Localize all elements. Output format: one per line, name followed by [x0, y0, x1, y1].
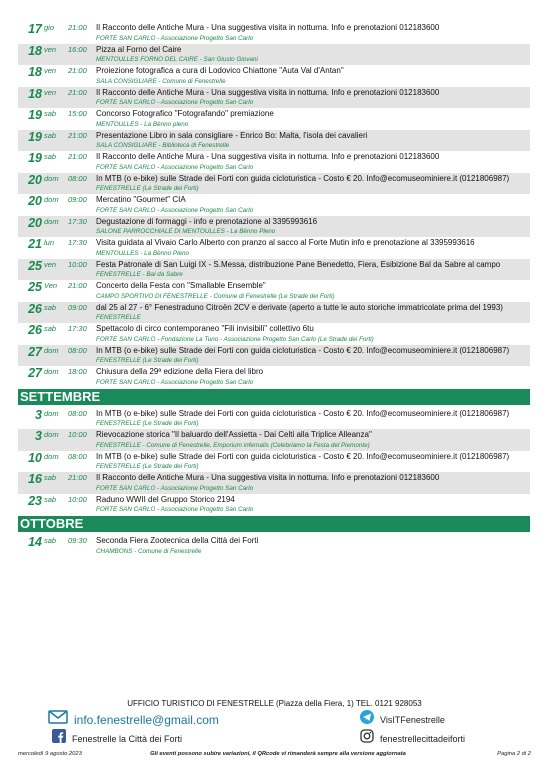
event-row	[18, 280, 530, 302]
event-day: 14	[28, 535, 42, 549]
event-weekday: sab	[44, 536, 57, 545]
event-time: 15:00	[68, 109, 87, 118]
event-title: Raduno WWII del Gruppo Storico 2194	[96, 494, 235, 504]
event-location: SALONE PARROCCHIALE DI MENTOULLES - La Bënno Pleno	[96, 228, 276, 235]
event-day: 19	[28, 108, 42, 122]
event-row	[18, 494, 530, 516]
event-time: 21:00	[68, 23, 87, 32]
event-row	[18, 194, 530, 216]
event-weekday: gio	[44, 23, 55, 32]
event-location: MENTOULLES - La Bënno pleno	[96, 120, 189, 128]
event-day: 18	[28, 43, 42, 58]
event-day: 17	[28, 22, 42, 36]
event-time: 21:00	[68, 130, 87, 140]
event-time: 08:00	[68, 173, 87, 183]
event-weekday: ven	[44, 259, 57, 269]
event-weekday: sab	[44, 152, 57, 161]
event-location: FORTE SAN CARLO - Associazione Progetto San Carlo	[96, 34, 254, 42]
facebook-page[interactable]: Fenestrelle la Città dei Forti	[72, 733, 183, 744]
event-row	[18, 429, 530, 451]
event-day: 20	[28, 172, 42, 187]
event-weekday: sab	[44, 473, 57, 482]
event-title: Rievocazione storica "Il baluardo dell'Assietta - Dai Celti alla Triplice Alleanza"	[96, 430, 372, 439]
event-row	[18, 216, 530, 238]
tourist-office-info: UFFICIO TURISTICO DI FENESTRELLE (Piazza della Fiera, 1) TEL. 0121 928053	[127, 699, 422, 708]
update-notice: Gli eventi possono subire variazioni, il QRcode vi rimanderà sempre alla versione aggiornata	[150, 751, 406, 757]
event-location: FENESTRELLE	[96, 314, 141, 321]
event-location: FORTE SAN CARLO - Associazione Progetto San Carlo	[96, 206, 254, 214]
event-row	[18, 22, 530, 44]
event-time: 17:30	[68, 216, 87, 226]
event-location: SALA CONSIGLIARE - Biblioteca di Fenestrelle	[96, 142, 230, 149]
event-weekday: sab	[44, 324, 57, 333]
event-row	[18, 345, 530, 367]
facebook-contact[interactable]	[52, 729, 182, 748]
event-time: 21:00	[68, 152, 87, 161]
event-row	[18, 472, 530, 494]
event-day: 26	[28, 301, 42, 316]
event-title: Chiusura della 29ª edizione della Fiera del libro	[96, 367, 264, 376]
event-time: 08:00	[68, 345, 87, 355]
event-time: 10:00	[68, 430, 87, 439]
event-title: Concerto della Festa con "Smallable Ensemble"	[96, 281, 266, 290]
event-row	[18, 408, 530, 430]
event-location: MENTOULLES - La Bënno Pleno	[96, 249, 189, 257]
event-time: 21:00	[68, 281, 87, 290]
event-time: 10:00	[68, 494, 87, 504]
instagram-handle[interactable]: fenestrellecittadeiforti	[380, 733, 466, 744]
event-row	[18, 87, 530, 109]
event-day: 27	[28, 366, 42, 380]
event-location: FENESTRELLE (Le Strade dei Forti)	[96, 357, 199, 364]
instagram-contact[interactable]	[360, 729, 465, 748]
email-address[interactable]: info.fenestrelle@gmail.com	[74, 712, 219, 727]
event-row	[18, 535, 530, 557]
event-time: 17:30	[68, 238, 87, 247]
event-title: Degustazione di formaggi - info e prenotazione al 3395993616	[96, 216, 318, 226]
facebook-icon	[52, 729, 66, 748]
event-day: 19	[28, 151, 42, 165]
event-day: 10	[28, 450, 42, 465]
event-title: Visita guidata al Vivaio Carlo Alberto con pranzo al sacco al Forte Mutin info e prenotazione al 3395993616	[96, 238, 475, 247]
event-row	[18, 108, 530, 130]
event-location: FORTE SAN CARLO - Associazione Progetto San Carlo	[96, 484, 254, 492]
event-row	[18, 366, 530, 388]
event-row	[18, 130, 530, 152]
event-location: FENESTRELLE (Le Strade dei Forti)	[96, 185, 199, 192]
event-time: 08:00	[68, 451, 87, 461]
event-time: 09:30	[68, 536, 87, 545]
event-day: 19	[28, 129, 42, 144]
event-day: 3	[35, 407, 42, 422]
event-day: 25	[28, 258, 42, 273]
event-day: 18	[28, 86, 42, 101]
event-day: 25	[28, 280, 42, 294]
event-title: In MTB (o e-bike) sulle Strade dei Forti con guida cicloturistica - Costo € 20. Info@ecomuseominiere.it (0121806987)	[96, 345, 510, 355]
event-title: In MTB (o e-bike) sulle Strade dei Forti con guida cicloturistica - Costo € 20. Info@ecomuseominiere.it (0121806987)	[96, 173, 510, 183]
telegram-contact[interactable]	[360, 710, 445, 729]
event-row	[18, 173, 530, 195]
event-location: FENESTRELLE - Bal da Sabre	[96, 271, 183, 278]
page-number: Pagina 2 di 2	[497, 751, 531, 757]
event-title: Pizza al Forno del Caire	[96, 44, 182, 54]
event-location: FENESTRELLE - Comune di Fenestrelle, Emporium infernalis (Celebriamo la Festa del Piemonte)	[96, 441, 370, 449]
event-title: Proiezione fotografica a cura di Lodovico Chiattone "Auta Val d'Antan"	[96, 66, 344, 75]
event-weekday: dom	[44, 173, 59, 183]
event-location: CAMPO SPORTIVO DI FENESTRELLE - Comune di Fenestrelle (Le Strade dei Forti)	[96, 292, 335, 300]
event-list	[18, 22, 530, 557]
event-title: In MTB (o e-bike) sulle Strade dei Forti con guida cicloturistica - Costo € 20. Info@ecomuseominiere.it (0121806987)	[96, 451, 510, 461]
event-time: 21:00	[68, 66, 87, 75]
event-title: In MTB (o e-bike) sulle Strade dei Forti con guida cicloturistica - Costo € 20. Info@ecomuseominiere.it (0121806987)	[96, 408, 510, 418]
event-weekday: dom	[44, 408, 59, 418]
event-row	[18, 65, 530, 87]
event-day: 23	[28, 493, 42, 508]
event-location: FENESTRELLE (Le Strade dei Forti)	[96, 420, 199, 427]
event-weekday: dom	[44, 451, 59, 461]
event-weekday: sab	[44, 109, 57, 118]
event-time: 21:00	[68, 87, 87, 97]
event-weekday: lun	[44, 238, 55, 247]
event-row	[18, 451, 530, 473]
event-location: FENESTRELLE (Le Strade dei Forti)	[96, 463, 199, 470]
event-time: 09:00	[68, 195, 87, 204]
event-day: 18	[28, 65, 42, 79]
event-weekday: sab	[44, 302, 57, 312]
event-time: 16:00	[68, 44, 87, 54]
event-title: Festa Patronale di San Luigi IX - S.Messa, distribuzione Pane Benedetto, Fiera, Esibizione Bal da Sabre al campo	[96, 259, 501, 269]
email-contact[interactable]	[48, 710, 219, 729]
event-time: 21:00	[68, 473, 87, 482]
event-day: 21	[28, 237, 42, 251]
event-row	[18, 323, 530, 345]
event-location: FORTE SAN CARLO - Associazione Progetto San Carlo	[96, 99, 254, 106]
event-row	[18, 302, 530, 324]
event-location: SALA CONSIGLIARE - Comune di Fenestrelle	[96, 77, 226, 85]
event-location: FORTE SAN CARLO - Associazione Progetto San Carlo	[96, 506, 254, 513]
telegram-icon	[360, 710, 374, 729]
event-weekday: sab	[44, 130, 57, 140]
event-day: 3	[35, 429, 42, 443]
event-location: FORTE SAN CARLO - Associazione Progetto San Carlo	[96, 163, 254, 171]
event-weekday: sab	[44, 494, 57, 504]
event-title: Seconda Fiera Zootecnica della Città dei Forti	[96, 536, 259, 545]
event-time: 10:00	[68, 259, 87, 269]
event-weekday: ven	[44, 44, 57, 54]
event-day: 26	[28, 323, 42, 337]
event-location: FORTE SAN CARLO - Associazione Progetto San Carlo	[96, 378, 254, 386]
print-date: mercoledì 9 agosto 2023	[18, 751, 82, 757]
event-weekday: dom	[44, 367, 59, 376]
event-row	[18, 44, 530, 66]
event-weekday: ven	[44, 66, 57, 75]
event-location: FORTE SAN CARLO - Fondazione La Tuno - Associazione Progetto San Carlo (Le Strade dei Forti)	[96, 335, 374, 343]
event-day: 27	[28, 344, 42, 359]
event-weekday: dom	[44, 195, 59, 204]
event-time: 17:30	[68, 324, 87, 333]
event-title: Concorso Fotografico "Fotografando" premiazione	[96, 109, 274, 118]
event-title: Il Racconto delle Antiche Mura - Una suggestiva visita in notturna. Info e prenotazioni 012183600	[96, 473, 440, 482]
event-title: Mercatino "Gourmet" CIA	[96, 195, 186, 204]
event-title: Presentazione Libro in sala consigliare - Enrico Bo: Malta, l'isola dei cavalieri	[96, 130, 368, 140]
event-weekday: dom	[44, 345, 59, 355]
event-weekday: dom	[44, 216, 59, 226]
instagram-icon	[360, 729, 374, 748]
event-weekday: Ven	[44, 281, 58, 290]
event-title: Il Racconto delle Antiche Mura - Una suggestiva visita in notturna. Info e prenotazioni 012183600	[96, 87, 440, 97]
telegram-handle[interactable]: VisITFenestrelle	[380, 714, 445, 725]
month-header: SETTEMBRE	[18, 389, 530, 405]
event-time: 18:00	[68, 367, 87, 376]
event-weekday: dom	[44, 430, 59, 439]
event-title: dal 25 al 27 - 6° Fenestraduno Citroën 2CV e derivate (aperto a tutte le auto storiche immatricolate prima del 1993)	[96, 302, 503, 312]
event-day: 20	[28, 194, 42, 208]
event-location: CHAMBONS - Comune di Fenestrelle	[96, 547, 202, 555]
event-title: Spettacolo di circo contemporaneo "Fili invisibili" collettivo 6tu	[96, 324, 314, 333]
month-header: OTTOBRE	[18, 516, 530, 532]
event-title: Il Racconto delle Antiche Mura - Una suggestiva visita in notturna. Info e prenotazioni 012183600	[96, 152, 440, 161]
email-icon	[48, 710, 68, 729]
event-day: 20	[28, 215, 42, 230]
event-time: 08:00	[68, 408, 87, 418]
event-weekday: ven	[44, 87, 57, 97]
event-row	[18, 259, 530, 281]
event-row	[18, 237, 530, 259]
event-title: Il Racconto delle Antiche Mura - Una suggestiva visita in notturna. Info e prenotazioni 012183600	[96, 23, 440, 32]
event-location: MENTOULLES FORNO DEL CAIRE - San Giusto Giovani	[96, 56, 258, 63]
event-time: 09:00	[68, 302, 87, 312]
event-row	[18, 151, 530, 173]
event-day: 16	[28, 472, 42, 486]
